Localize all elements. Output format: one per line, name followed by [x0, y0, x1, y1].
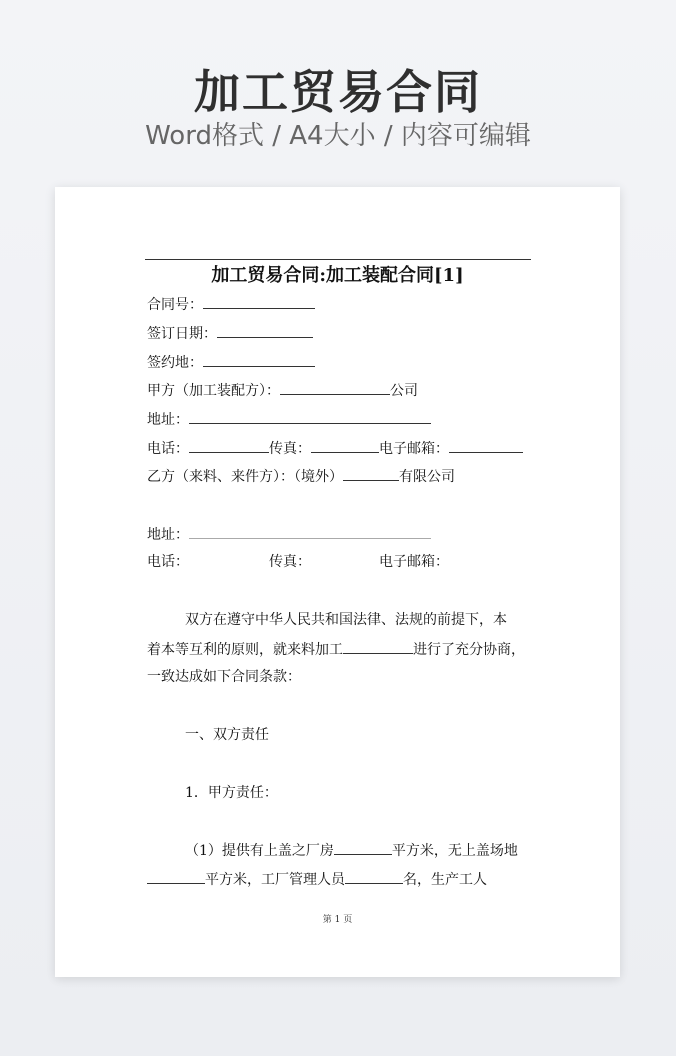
section-1-heading: 一、双方责任: [185, 727, 269, 743]
email-blank[interactable]: [449, 438, 523, 453]
phone-blank[interactable]: [189, 438, 269, 453]
contract-no-line: [147, 294, 315, 315]
sign-date-blank[interactable]: [217, 323, 313, 338]
paragraph-1-text-b: 进行了充分协商，: [413, 642, 525, 658]
email-label: 电子邮箱：: [379, 441, 449, 457]
fax-label: 传真：: [269, 441, 311, 457]
sign-place-line: [147, 352, 315, 373]
paragraph-1-line-3: 一致达成如下合同条款：: [147, 669, 301, 685]
item-1-line-1: [185, 840, 518, 861]
item-1-text-a: （1）提供有上盖之厂房: [185, 843, 334, 859]
party-a-blank[interactable]: [280, 380, 390, 395]
fax-blank[interactable]: [311, 438, 379, 453]
party-b-label: 乙方（来料、来件方）：（境外）: [147, 469, 343, 485]
address-line: [147, 409, 431, 430]
managers-count-blank[interactable]: [345, 869, 403, 884]
party-b-suffix: 有限公司: [399, 469, 455, 485]
document-page: [55, 187, 620, 977]
paragraph-1-line-1: 双方在遵守中华人民共和国法律、法规的前提下，本: [185, 612, 507, 628]
item-1-line-2: [147, 869, 487, 890]
paragraph-1-line-2: [147, 639, 525, 660]
fax2-label: 传真：: [269, 554, 311, 570]
contract-no-blank[interactable]: [203, 294, 315, 309]
address2-line: [147, 524, 431, 545]
header-rule: [145, 259, 531, 260]
banner-subtitle: Word格式 / A4大小 / 内容可编辑: [145, 121, 531, 151]
sign-date-line: [147, 323, 313, 344]
item-1-text-d: 名，生产工人: [403, 872, 487, 888]
factory-area-blank[interactable]: [334, 840, 392, 855]
banner-title: 加工贸易合同: [194, 65, 482, 119]
sign-place-label: 签约地：: [147, 355, 203, 371]
document-title: 加工贸易合同:加工装配合同[1]: [211, 265, 464, 286]
party-b-blank[interactable]: [343, 466, 399, 481]
page-number: 第 1 页: [322, 915, 353, 925]
item-1-text-c: 平方米，工厂管理人员: [205, 872, 345, 888]
processing-item-blank[interactable]: [343, 639, 413, 654]
section-1-1-heading: 1．甲方责任：: [185, 785, 278, 801]
sign-place-blank[interactable]: [203, 352, 315, 367]
sign-date-label: 签订日期：: [147, 326, 217, 342]
party-b-line: [147, 466, 455, 487]
contact-line: [147, 438, 523, 459]
party-a-label: 甲方（加工装配方）：: [147, 383, 280, 399]
phone2-label: 电话：: [147, 554, 189, 570]
contact2-line: [147, 552, 449, 572]
document-body: [55, 187, 620, 977]
paragraph-1-text-a: 着本等互利的原则，就来料加工: [147, 642, 343, 658]
address-label: 地址：: [147, 412, 189, 428]
party-a-suffix: 公司: [390, 383, 418, 399]
address-blank[interactable]: [189, 409, 431, 424]
address2-label: 地址：: [147, 527, 189, 543]
item-1-text-b: 平方米，无上盖场地: [391, 843, 518, 859]
party-a-line: [147, 380, 418, 401]
yard-area-blank[interactable]: [147, 869, 205, 884]
email2-label: 电子邮箱：: [379, 554, 449, 570]
contract-no-label: 合同号：: [147, 297, 203, 313]
address2-blank[interactable]: [189, 524, 431, 539]
phone-label: 电话：: [147, 441, 189, 457]
